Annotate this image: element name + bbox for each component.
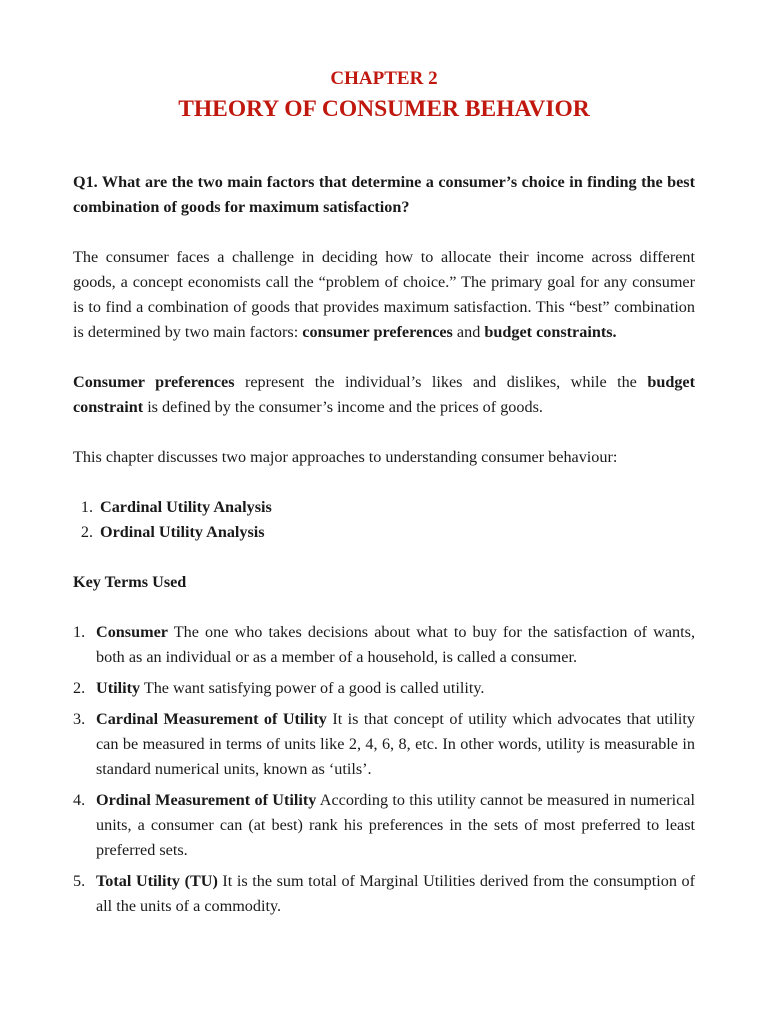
term-name: Utility: [96, 679, 141, 697]
term-body: [96, 707, 695, 782]
intro-connector: and: [452, 323, 485, 341]
approaches-list: [73, 495, 695, 545]
intro-bold-constraints: budget constraints.: [484, 323, 617, 341]
term-definition: The one who takes decisions about what to buy for the satisfaction of wants, both as an individual or as a member of a household, is called a consumer.: [96, 623, 695, 666]
preferences-text-1: represent the individual’s likes and dislikes, while the: [234, 373, 648, 391]
approach-label: Ordinal Utility Analysis: [100, 523, 265, 541]
list-item: [73, 707, 695, 782]
chapter-label: CHAPTER 2: [330, 68, 438, 89]
term-definition: It is the sum total of Marginal Utilities derived from the consumption of all the units of a commodity.: [96, 872, 695, 915]
term-body: [96, 869, 695, 919]
term-name: Cardinal Measurement of Utility: [96, 710, 327, 728]
intro-bold-preferences: consumer preferences: [302, 323, 453, 341]
list-number: 1.: [73, 623, 86, 641]
term-definition: The want satisfying power of a good is called utility.: [140, 679, 485, 697]
list-number: 5.: [73, 872, 86, 890]
preferences-text-2: is defined by the consumer’s income and the prices of goods.: [143, 398, 543, 416]
document-page: [73, 66, 695, 925]
preferences-paragraph: [73, 370, 695, 420]
term-body: [96, 788, 695, 863]
question-heading: Q1. What are the two main factors that determine a consumer’s choice in finding the best combination of goods for maximum satisfaction?: [73, 173, 695, 216]
intro-paragraph: [73, 245, 695, 345]
list-number: 3.: [73, 710, 86, 728]
list-number: 1.: [80, 498, 93, 516]
approaches-intro: This chapter discusses two major approaches to understanding consumer behaviour:: [73, 448, 618, 466]
chapter-title: THEORY OF CONSUMER BEHAVIOR: [178, 96, 590, 122]
list-item: [73, 676, 695, 701]
list-item: [73, 869, 695, 919]
list-item: [73, 788, 695, 863]
term-body: [96, 676, 695, 701]
list-item: [73, 620, 695, 670]
term-name: Ordinal Measurement of Utility: [96, 791, 317, 809]
list-number: 4.: [73, 791, 86, 809]
list-number: 2.: [73, 679, 86, 697]
term-name: Consumer: [96, 623, 168, 641]
list-item: [73, 495, 695, 520]
term-definition: According to this utility cannot be measured in numerical units, a consumer can (at best) rank his preferences in the sets of most preferred to least preferred sets.: [96, 791, 695, 859]
list-item: [73, 520, 695, 545]
term-body: [96, 620, 695, 670]
key-terms-heading: Key Terms Used: [73, 573, 187, 591]
approach-label: Cardinal Utility Analysis: [100, 498, 272, 516]
key-terms-list: [73, 620, 695, 919]
term-definition: It is that concept of utility which advocates that utility can be measured in terms of units like 2, 4, 6, 8, etc. In other words, utility is measurable in standard numerical units, known as ‘utils’.: [96, 710, 695, 778]
preferences-bold-term: Consumer preferences: [73, 373, 235, 391]
term-name: Total Utility (TU): [96, 872, 218, 890]
preferences-bold-budget: budget constraint: [73, 373, 695, 416]
list-number: 2.: [80, 523, 93, 541]
intro-text: The consumer faces a challenge in deciding how to allocate their income across different goods, a concept economists call the “problem of choice.” The primary goal for any consumer is to find a combination of goods that provides maximum satisfaction. This “best” combination is determined by two main factors:: [73, 248, 695, 341]
